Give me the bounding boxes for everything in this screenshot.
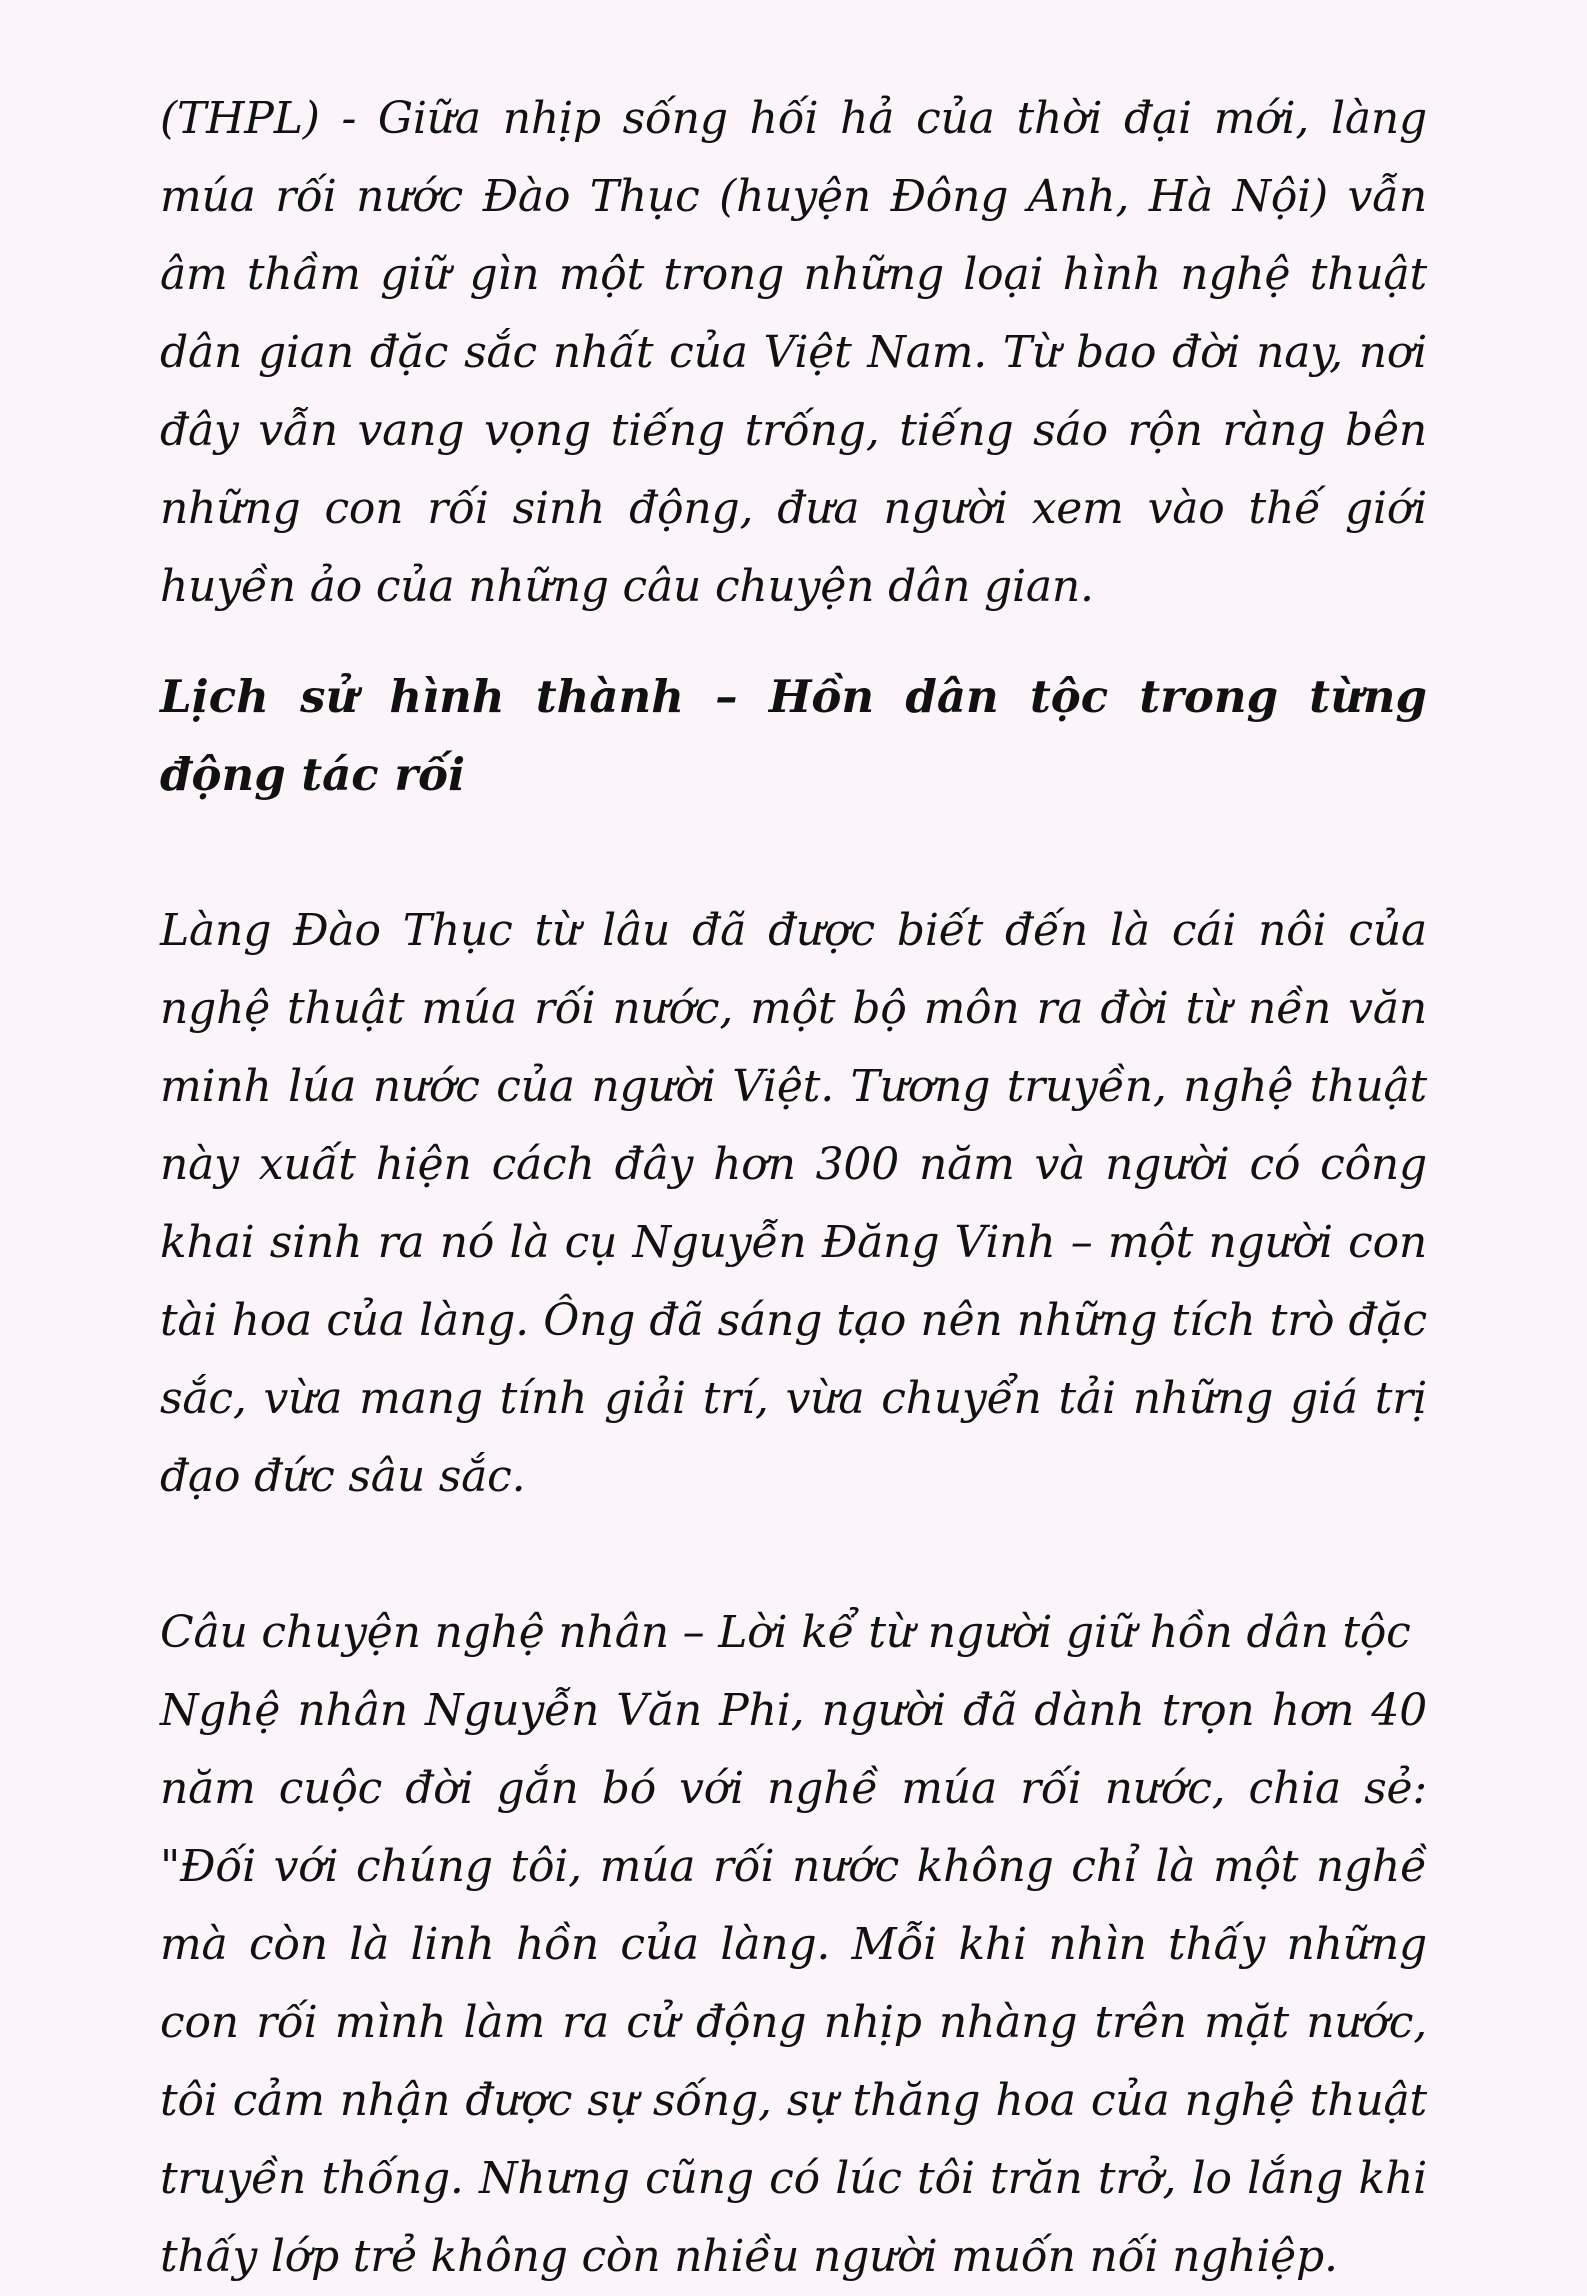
artisan-paragraph: Nghệ nhân Nguyễn Văn Phi, người đã dành trọn hơn 40 năm cuộc đời gắn bó với nghề múa rối nước, chia sẻ: "Đối với chúng tôi, múa rối nước không chỉ là một nghề mà còn là linh hồn của làng. Mỗi khi nhìn thấy những con rối mình làm ra cử động nhịp nhàng trên mặt nước, tôi cảm nhận được sự sống, sự thăng hoa của nghệ thuật truyền thống. Nhưng cũng có lúc tôi trăn trở, lo lắng khi thấy lớp trẻ không còn nhiều người muốn nối nghiệp. bbox=[160, 1685, 1427, 2282]
artisan-block bbox=[160, 1594, 1427, 2296]
history-paragraph: Làng Đào Thục từ lâu đã được biết đến là cái nôi của nghệ thuật múa rối nước, một bộ môn ra đời từ nền văn minh lúa nước của người Việt. Tương truyền, nghệ thuật này xuất hiện cách đây hơn 300 năm và người có công khai sinh ra nó là cụ Nguyễn Đăng Vinh – một người con tài hoa của làng. Ông đã sáng tạo nên những tích trò đặc sắc, vừa mang tính giải trí, vừa chuyển tải những giá trị đạo đức sâu sắc. bbox=[160, 905, 1427, 1502]
intro-paragraph: (THPL) - Giữa nhịp sống hối hả của thời đại mới, làng múa rối nước Đào Thục (huyện Đông Anh, Hà Nội) vẫn âm thầm giữ gìn một trong những loại hình nghệ thuật dân gian đặc sắc nhất của Việt Nam. Từ bao đời nay, nơi đây vẫn vang vọng tiếng trống, tiếng sáo rộn ràng bên những con rối sinh động, đưa người xem vào thế giới huyền ảo của những câu chuyện dân gian. bbox=[160, 93, 1427, 612]
artisan-subheading: Câu chuyện nghệ nhân – Lời kể từ người giữ hồn dân tộc bbox=[160, 1607, 1411, 1658]
section-heading: Lịch sử hình thành – Hồn dân tộc trong từng động tác rối bbox=[160, 670, 1427, 801]
